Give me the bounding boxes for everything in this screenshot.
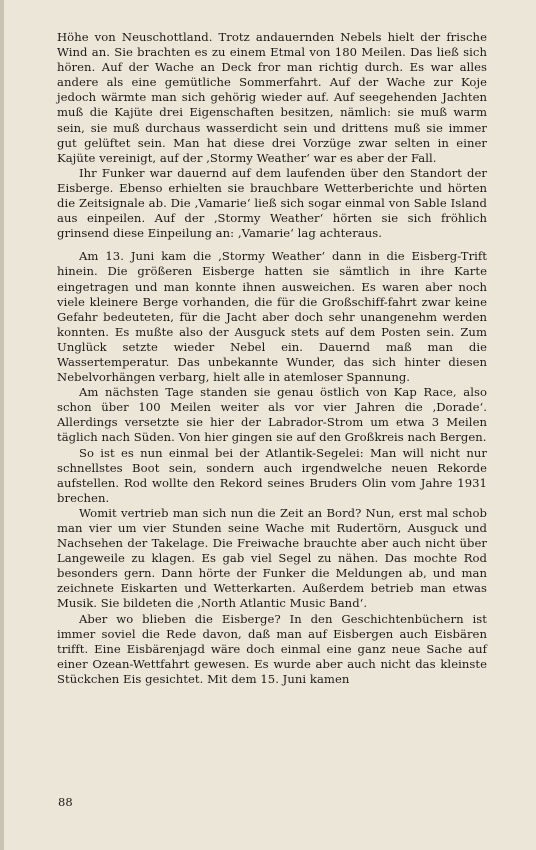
page-gutter-shadow xyxy=(0,0,4,850)
page-number: 88 xyxy=(58,795,73,809)
paragraph-7: Aber wo blieben die Eisberge? In den Geschichtenbüchern ist immer soviel die Rede davon, daß man auf Eisbergen auch Eisbären trifft. Eine Eisbärenjagd wäre doch einmal eine ganz neue Sache auf einer Ozean-Wettfahrt gewesen. Es wurde aber auch nicht das kleinste Stückchen Eis gesichtet. Mit dem 15. Juni kamen xyxy=(57,611,487,686)
paragraph-5: So ist es nun einmal bei der Atlantik-Segelei: Man will nicht nur schnellstes Boot sein, sondern auch irgendwelche neuen Rekorde aufstellen. Rod wollte den Rekord seines Bruders Olin vom Jahre 1931 brechen. xyxy=(57,445,487,505)
body-text xyxy=(57,30,487,687)
paragraph-1: Höhe von Neuschottland. Trotz andauernden Nebels hielt der frische Wind an. Sie brachten es zu einem Etmal von 180 Meilen. Das ließ sich hören. Auf der Wache an Deck fror man richtig durch. Es war alles andere als eine gemütliche Sommerfahrt. Auf der Wache zur Koje jedoch wärmte man sich gehörig wieder auf. Auf seegehenden Jachten muß die Kajüte drei Eigenschaften besitzen, nämlich: sie muß warm sein, sie muß durchaus wasserdicht sein und drittens muß sie immer gut gelüftet sein. Man hat diese drei Vorzüge zwar selten in einer Kajüte vereinigt, auf der ‚Stormy Weather‘ war es aber der Fall. xyxy=(57,30,487,165)
paragraph-2: Ihr Funker war dauernd auf dem laufenden über den Standort der Eisberge. Ebenso erhielten sie brauchbare Wetterberichte und hörten die Zeitsignale ab. Die ‚Vamarie‘ ließ sich sogar einmal von Sable Island aus einpeilen. Auf der ‚Stormy Weather‘ hörten sie sich fröhlich grinsend diese Einpeilung an: ‚Vamarie‘ lag achteraus. xyxy=(57,165,487,241)
paragraph-6: Womit vertrieb man sich nun die Zeit an Bord? Nun, erst mal schob man vier um vier Stunden seine Wache mit Rudertörn, Ausguck und Nachsehen der Takelage. Die Freiwache brauchte aber auch nicht über Langeweile zu klagen. Es gab viel Segel zu nähen. Das mochte Rod besonders gern. Dann hörte der Funker die Meldungen ab, und man zeichnete Eiskarten und Wetterkarten. Außerdem betrieb man etwas Musik. Sie bildeten die ‚North Atlantic Music Band‘. xyxy=(57,505,487,611)
paragraph-3: Am 13. Juni kam die ‚Stormy Weather‘ dann in die Eisberg-Trift hinein. Die größeren Eisberge hatten sie sämtlich in ihre Karte eingetragen und man konnte ihnen ausweichen. Es waren aber noch viele kleinere Berge vorhanden, die für die Großschiff-fahrt zwar keine Gefahr bedeuteten, für die Jacht aber doch sehr unangenehm werden konnten. Es mußte also der Ausguck stets auf dem Posten sein. Zum Unglück setzte wieder Nebel ein. Dauernd maß man die Wassertemperatur. Das unbekannte Wunder, das sich hinter diesen Nebelvorhängen verbarg, hielt alle in atemloser Spannung. xyxy=(57,249,487,385)
paragraph-4: Am nächsten Tage standen sie genau östlich von Kap Race, also schon über 100 Meilen weiter als vor vier Jahren die ‚Dorade‘. Allerdings versetzte sie hier der Labrador-Strom um etwa 3 Meilen täglich nach Süden. Von hier gingen sie auf den Großkreis nach Bergen. xyxy=(57,385,487,445)
